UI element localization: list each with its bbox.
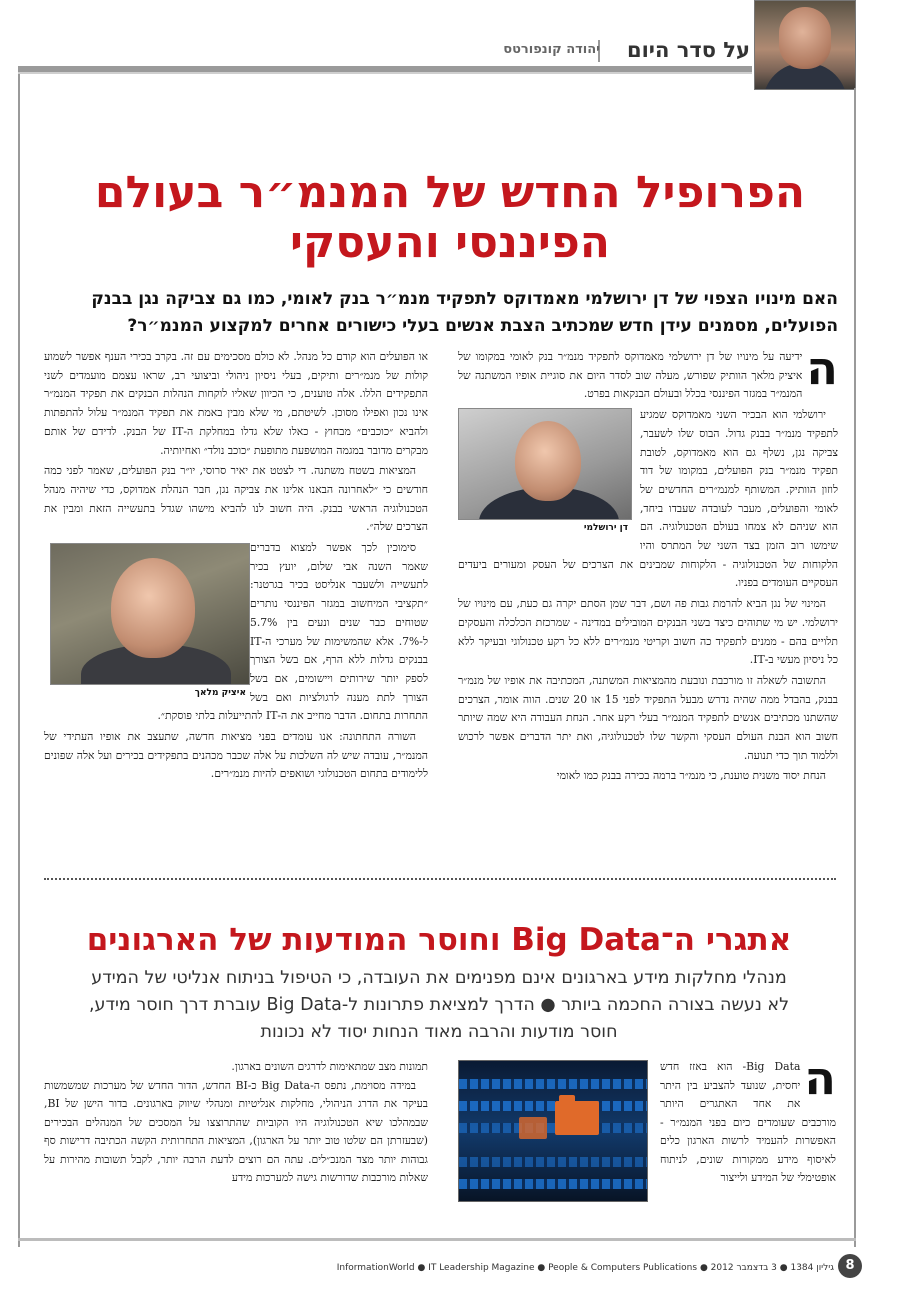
article1-paragraph: ירושלמי הוא הבכיר השני מאמדוקס שמגיע לתפקיד מנמ״ר בבנק גדול. הבוס שלו לשעבר, צביקה נגן, נשלף גם הוא מאמדוקס, לטובת תפקיד מנמ״ר בנק הפועלים, במקומו של דוד לוזון הוותיק. המשותף למנמ״רים החדשים של לאומי והפועלים, מעבר לעובדה שעבדו ביחד, הוא שניהם לא צמחו בעולם הטכנולוגיה. הם שימשו רוב הזמן בצד השני של המתרס והיו הלקוחות של הטכנולוגיה - הלקוחות שמבינים את הצרכים של העסק ומעורים ביעדים העסקיים העומדים בפניו.	[458, 408, 838, 590]
article2-paragraph: Big Data- הוא באזז חדש יחסית, שנועד להצביע בין היתר את אחד האתגרים היותר מורכבים שעומדים כיום בפני המנמ״ר - האפשרות להעמיד לרשות הארגון כלים לאיסוף מידע ממקורות שונים, לניתוח אופטימלי של המידע ולייצור	[660, 1060, 836, 1184]
photo-itzik-malach	[50, 543, 250, 703]
header-rule-light	[18, 72, 752, 74]
column-label: על סדר היום	[626, 38, 750, 62]
article1-paragraph: הנחת יסוד משנית טוענת, כי מנמ״ר ברמה בכירה בבנק כמו לאומי	[556, 769, 826, 783]
article2-left-column	[44, 1058, 428, 1188]
article2-subtitle-line: מנהלי מחלקות מידע בארגונים אינם מפנימים את העובדה, כי הטיפול בניתוח אנליטי של המידע	[91, 968, 787, 988]
page-frame-bottom	[18, 1238, 856, 1241]
article2-paragraph: תמונות מצב שמתאימות לדרגים השונים בארגון.	[231, 1060, 428, 1073]
photo-dan-yerushalmi	[458, 408, 632, 538]
article1-paragraph: ידיעה על מינויו של דן ירושלמי מאמדוקס לתפקיד מנמ״ר בנק לאומי במקומו של איציק מלאך הוותיק שפורש, מעלה שוב לסדר היום את סוגיית אופיו המשתנה של המנמ״ר במגזר הפיננסי בכלל ובעולם הבנקאות בפרט.	[458, 350, 803, 401]
page-frame-left	[18, 74, 20, 1247]
photo-caption: איציק מלאך	[194, 688, 246, 699]
article-divider	[44, 878, 836, 880]
article2-subtitle	[44, 965, 834, 1046]
page-number: 8	[838, 1254, 862, 1278]
big-data-illustration	[458, 1060, 648, 1202]
article2-title: אתגרי ה־Big Data וחוסר המודעות של הארגונים	[86, 922, 792, 958]
article2-subtitle-line: חוסר מודעות והרבה מאוד הנחות יסוד לא נכונות	[260, 1022, 618, 1042]
column-author: יהודה קונפורטס	[503, 42, 600, 57]
article1-paragraph: סימוכין לכך אפשר למצוא בדברים שאמר השנה אבי שלום, יועץ בכיר לתעשייה ולשעבר אנליסט בכיר בגרטנר: ״תקציבי המיחשוב במגזר הפיננסי נותרים שטוחים כבר שנים ונעים בין 5.7% ל-7%. אלא שהמשימות של מערכי ה-IT בבנקים גדלות ללא הרף, אם בשל הצורך לספק יותר שירותים ויישומים, אם בשל הצורך לתת מענה לרגולציות ואם בשל התחרות בתחום. הדבר מחייב את ה-IT להתייעלות בלתי פוסקת״.	[157, 541, 428, 723]
article2-dropcap: ה	[804, 1051, 836, 1105]
article2-subtitle-line: לא נעשה בצורה החכמה ביותר ● הדרך למציאת פתרונות ל-Big Data עוברת דרך חוסר מידע,	[88, 995, 790, 1015]
article1-paragraph: או הפועלים הוא קודם כל מנהל. לא כולם מסכימים עם זה. בקרב בכירי הענף אפשר לשמוע קולות של מנמ״רים ותיקים, בעלי ניסיון ניהולי וביצועי רב, שראו עצמם מועמדים לשני התפקידים הללו. אלה טוענים, כי הכיוון שאליו לוקחות הנהלות הבנקים את תפקיד המנמ״ר אינו נכון ואפילו מסוכן. לשיטתם, מי שלא מבין באמת את תפקיד המנמ״ר עלול להתפתות ולהביא ״כוכבים״ מבחוץ - כאלו שלא גדלו במחלקת ה-IT של הבנק. לדידם של אותם מבקרים מדובר במגמה המושפעת מתופעת ״כוכב נולד״ ואחיותיה.	[44, 350, 428, 457]
article1-subtitle: האם מינויו הצפוי של דן ירושלמי מאמדוקס לתפקיד מנמ״ר בנק לאומי, כמו גם צביקה נגן בבנק הפועלים, מסמנים עידן חדש שמכתיב הצבת אנשים בעלי כישורים אחרים למקצוע המנמ״ר?	[91, 289, 838, 336]
article1-dropcap: ה	[806, 341, 838, 395]
article1-paragraph: התשובה לשאלה זו מורכבת ונובעת מהמציאות המשתנה, המכתיבה את אופיו של מנמ״ר בבנק, בהבדל ממה שהיה נדרש מבעל התפקיד לפני 15 או 20 שנים. הווה אומר, הצרכים שהשתנו מכתיבים אנשים לתפקיד המנמ״ר בעלי רקע אחר. הנחת העבודה היא שמה שיותר חשוב הוא הבנת העולם העסקי והקשר שלו לטכנולוגיה, ואת יתר הדברים אפשר לרכוש וללמוד תוך כדי תנועה.	[458, 673, 838, 762]
page-footer: גיליון 1384 ● 3 בדצמבר 2012 ● InformationWorld ● IT Leadership Magazine ● People & Computers Publications	[336, 1263, 834, 1273]
page-frame-right	[854, 88, 856, 1247]
article1-paragraph: השורה התחתונה: אנו עומדים בפני מציאות חדשה, שתעצב את אופיו העתידי של המנמ״ר, עובדה שיש לה השלכות על אלה שכבר מכהנים בתפקידים בכירים ועל אלה שפונים ללימודים בתחום הטכנולוגי ושואפים להיות מנמ״רים.	[44, 730, 428, 781]
article1-paragraph: המינוי של נגן הביא להרמת גבות פה ושם, דבר שמן הסתם יקרה גם כעת, עם מינויו של ירושלמי. יש מי שתוהים כיצד בשני הבנקים המובילים במדינה - שמרכזת הכלכלה והעסקים תלויים בהם - ממנים לתפקיד כה חשוב וקריטי מנמ״רים ללא כל רקע טכנולוגי ובעיקר ללא כל ניסיון מעשי ב-IT.	[458, 597, 838, 667]
folder-icon	[555, 1101, 599, 1135]
photo-caption: דן ירושלמי	[583, 523, 628, 534]
article1-left-column	[44, 348, 428, 786]
article1-right-column	[458, 341, 838, 788]
article1-title: הפרופיל החדש של המנמ״ר בעולם הפיננסי והעסקי	[94, 167, 806, 268]
columnist-photo	[754, 0, 856, 90]
article2-paragraph: במידה מסוימת, נתפס ה-Big Data כ-BI החדש, הדור החדש של מערכות שמשמשות בעיקר את הדרג הניהולי, מחלקות אנליטיות ומנהלי שיווק בארגונים. בדור הישן של BI, שבמהלכו שיא הטכנולוגיה היו הקוביות שהתרוצצו על המסכים של המנהלים הבכירים (שבעזרתן הם שלטו טוב יותר על הארגון), המציאות התחרותית הקשה הכתיבה דרישות סף גבוהות יותר מצד המנכ״לים. עתה הם רוצים לדעת הרבה יותר, לקבל תשובות מהירות על שאלות מורכבות שדורשות גישה למערכות מידע	[44, 1078, 428, 1184]
article2-right-column	[660, 1051, 836, 1188]
article1-paragraph: המציאות בשטח משתנה. די לצטט את יאיר סרוסי, יו״ר בנק הפועלים, שאמר לפני כמה חודשים כי ״לאחרונה הבאנו אלינו את צביקה נגן, חבר הנהלת אמדוקס, כדי שיהיה מנהל הטכנולוגיה הראשי בבנק. היה חשוב לנו להביא מישהו שגדל בתעשייה הזאת ומבין את הצרכים שלה״.	[44, 464, 428, 534]
